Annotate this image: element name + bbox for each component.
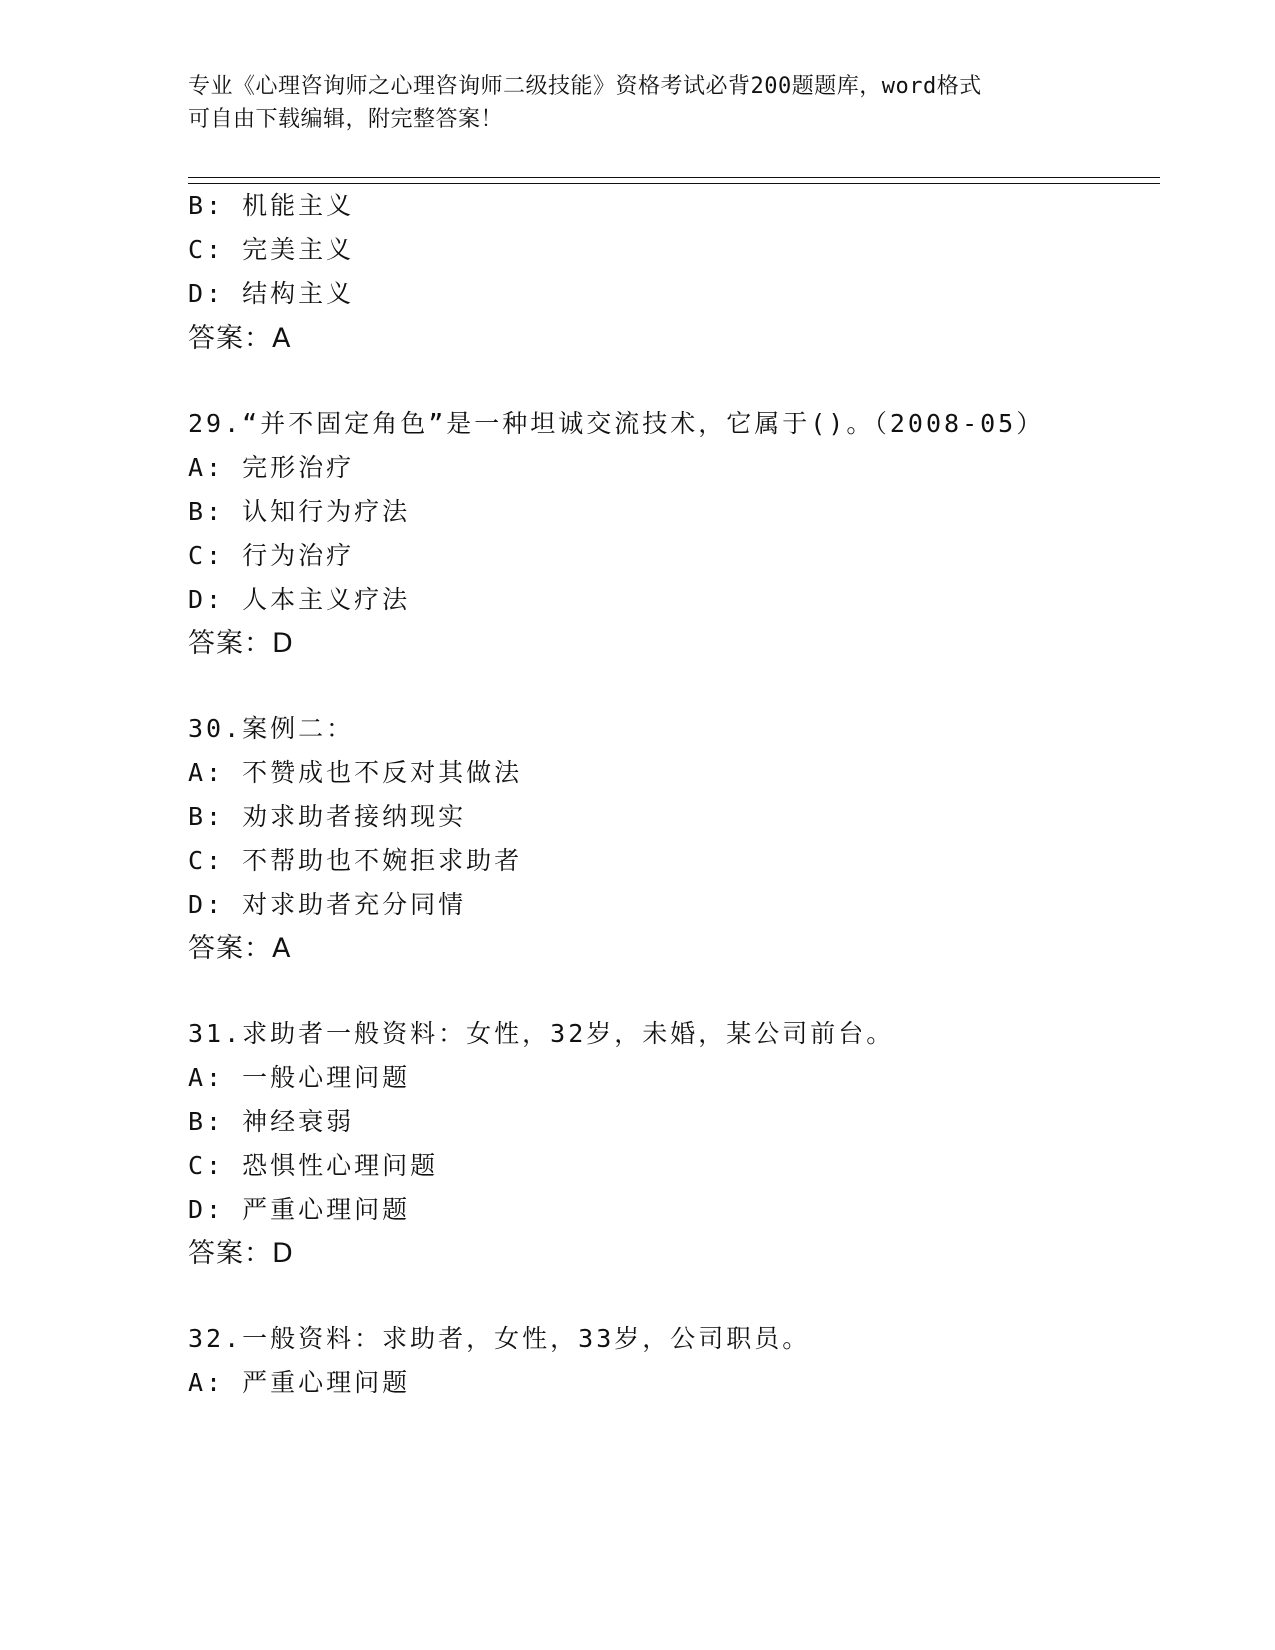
q31-option-a: A: 一般心理问题 xyxy=(188,1063,411,1092)
header-line-1: 专业《心理咨询师之心理咨询师二级技能》资格考试必背200题题库，word格式 xyxy=(188,74,982,99)
q31-answer: 答案：D xyxy=(188,1238,294,1269)
q28-option-b: B: 机能主义 xyxy=(188,191,355,220)
q29-answer: 答案：D xyxy=(188,628,294,659)
q30-question: 30.案例二： xyxy=(188,714,355,743)
q28-option-d: D: 结构主义 xyxy=(188,279,355,308)
header-divider-bottom xyxy=(188,183,1160,184)
q29-option-b: B: 认知行为疗法 xyxy=(188,497,411,526)
q30-option-d: D: 对求助者充分同情 xyxy=(188,890,467,919)
q31-option-d: D: 严重心理问题 xyxy=(188,1195,411,1224)
q29-option-c: C: 行为治疗 xyxy=(188,541,355,570)
q31-option-b: B: 神经衰弱 xyxy=(188,1107,355,1136)
q30-answer: 答案：A xyxy=(188,933,292,964)
q28-option-c: C: 完美主义 xyxy=(188,235,355,264)
q30-option-a: A: 不赞成也不反对其做法 xyxy=(188,758,523,787)
q28-answer: 答案：A xyxy=(188,323,292,354)
q29-option-a: A: 完形治疗 xyxy=(188,453,355,482)
q30-option-b: B: 劝求助者接纳现实 xyxy=(188,802,467,831)
q32-question: 32.一般资料：求助者，女性，33岁，公司职员。 xyxy=(188,1324,811,1353)
document-header xyxy=(188,70,1088,136)
header-line-2: 可自由下载编辑，附完整答案！ xyxy=(188,107,504,132)
q29-option-d: D: 人本主义疗法 xyxy=(188,585,411,614)
q31-question: 31.求助者一般资料：女性，32岁，未婚，某公司前台。 xyxy=(188,1019,895,1048)
q31-option-c: C: 恐惧性心理问题 xyxy=(188,1151,439,1180)
q30-option-c: C: 不帮助也不婉拒求助者 xyxy=(188,846,523,875)
q32-option-a: A: 严重心理问题 xyxy=(188,1368,411,1397)
header-divider-top xyxy=(188,177,1160,178)
q29-question: 29.“并不固定角色”是一种坦诚交流技术，它属于()。（2008-05） xyxy=(188,409,1045,438)
